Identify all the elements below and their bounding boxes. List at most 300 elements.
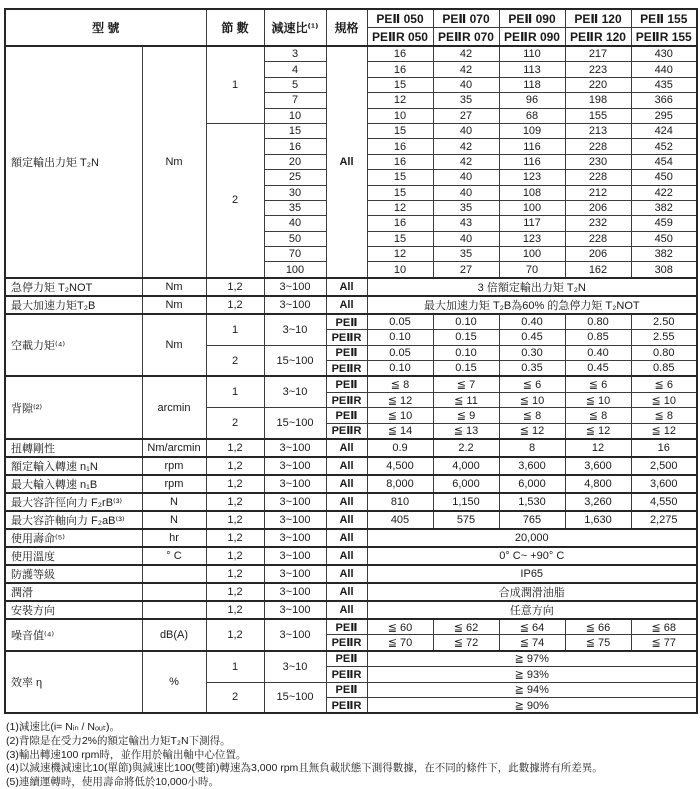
value-cell: ≦ 10 bbox=[499, 392, 565, 407]
unit-cell: dB(A) bbox=[142, 619, 206, 651]
value-cell: 232 bbox=[565, 216, 631, 231]
value-cell: 35 bbox=[433, 93, 499, 108]
param-label: 噪音值⁽⁴⁾ bbox=[5, 619, 142, 651]
value-cell: 450 bbox=[631, 231, 697, 246]
spec-cell: PEⅡ bbox=[326, 376, 367, 392]
spec-cell: PEⅡ bbox=[326, 408, 367, 423]
spec-cell: All bbox=[326, 439, 367, 457]
unit-cell: Nm bbox=[142, 296, 206, 314]
value-cell: ≦ 77 bbox=[631, 635, 697, 651]
stage-count-cell: 1,2 bbox=[206, 511, 264, 529]
value-cell: 4,800 bbox=[565, 475, 631, 493]
param-label: 防護等級 bbox=[5, 565, 142, 583]
ratio-cell: 3~100 bbox=[264, 601, 326, 619]
spec-cell: PEⅡR bbox=[326, 423, 367, 439]
merged-value-cell: ≧ 97% bbox=[367, 651, 697, 667]
value-cell: 0.30 bbox=[499, 345, 565, 360]
value-cell: ≦ 8 bbox=[367, 376, 433, 392]
value-cell: 12 bbox=[565, 439, 631, 457]
ratio-cell: 3~100 bbox=[264, 583, 326, 601]
value-cell: 1,150 bbox=[433, 493, 499, 511]
ratio-cell: 3~100 bbox=[264, 493, 326, 511]
value-cell: 2.55 bbox=[631, 330, 697, 345]
unit-cell: N bbox=[142, 511, 206, 529]
footnote: (5)連續運轉時，使用壽命將低於10,000小時。 bbox=[6, 775, 219, 788]
ratio-cell: 3~100 bbox=[264, 278, 326, 296]
value-cell: 108 bbox=[499, 185, 565, 200]
value-cell: 155 bbox=[565, 108, 631, 123]
stage-count-cell: 1 bbox=[206, 46, 264, 123]
value-cell: 3,600 bbox=[499, 457, 565, 475]
col-header-stages: 節 數 bbox=[206, 9, 264, 46]
value-cell: 6,000 bbox=[433, 475, 499, 493]
stage-count-cell: 1,2 bbox=[206, 439, 264, 457]
value-cell: ≦ 68 bbox=[631, 619, 697, 635]
value-cell: 0.15 bbox=[433, 330, 499, 345]
ratio-cell: 3~100 bbox=[264, 296, 326, 314]
value-cell: 16 bbox=[367, 62, 433, 77]
ratio-cell: 3~100 bbox=[264, 619, 326, 651]
stage-count-cell: 1,2 bbox=[206, 475, 264, 493]
value-cell: 40 bbox=[433, 231, 499, 246]
footnotes bbox=[4, 714, 696, 789]
spec-cell: PEⅡR bbox=[326, 361, 367, 377]
merged-value-cell: ≧ 94% bbox=[367, 682, 697, 697]
spec-cell: PEⅡR bbox=[326, 667, 367, 682]
ratio-cell: 3~100 bbox=[264, 511, 326, 529]
col-header-model-pe2-155: PEⅡ 155 bbox=[631, 9, 697, 28]
col-header-model-pe2r-090: PEⅡR 090 bbox=[499, 28, 565, 47]
value-cell: 16 bbox=[367, 46, 433, 62]
col-header-model-pe2-090: PEⅡ 090 bbox=[499, 9, 565, 28]
value-cell: ≦ 72 bbox=[433, 635, 499, 651]
unit-cell: ° C bbox=[142, 547, 206, 565]
unit-cell: Nm/arcmin bbox=[142, 439, 206, 457]
value-cell: 116 bbox=[499, 139, 565, 154]
spec-cell: PEⅡR bbox=[326, 392, 367, 407]
value-cell: 162 bbox=[565, 262, 631, 278]
ratio-cell: 10 bbox=[264, 108, 326, 123]
value-cell: 4,500 bbox=[367, 457, 433, 475]
value-cell: ≦ 8 bbox=[499, 408, 565, 423]
value-cell: 422 bbox=[631, 185, 697, 200]
value-cell: 3,260 bbox=[565, 493, 631, 511]
value-cell: 213 bbox=[565, 123, 631, 138]
ratio-cell: 3~100 bbox=[264, 475, 326, 493]
spec-cell: PEⅡ bbox=[326, 619, 367, 635]
value-cell: 8,000 bbox=[367, 475, 433, 493]
value-cell: 8 bbox=[499, 439, 565, 457]
spec-cell: All bbox=[326, 601, 367, 619]
param-label: 安裝方向 bbox=[5, 601, 142, 619]
spec-cell: All bbox=[326, 493, 367, 511]
value-cell: 15 bbox=[367, 185, 433, 200]
ratio-cell: 3~10 bbox=[264, 314, 326, 345]
merged-value-cell: 合成潤滑油脂 bbox=[367, 583, 697, 601]
spec-cell: All bbox=[326, 547, 367, 565]
stage-count-cell: 1,2 bbox=[206, 583, 264, 601]
value-cell: 220 bbox=[565, 77, 631, 92]
value-cell: 110 bbox=[499, 46, 565, 62]
value-cell: 2,275 bbox=[631, 511, 697, 529]
merged-value-cell: IP65 bbox=[367, 565, 697, 583]
ratio-cell: 3~100 bbox=[264, 547, 326, 565]
ratio-cell: 5 bbox=[264, 77, 326, 92]
stage-count-cell: 1,2 bbox=[206, 565, 264, 583]
ratio-cell: 3~10 bbox=[264, 651, 326, 682]
value-cell: 452 bbox=[631, 139, 697, 154]
spec-cell: All bbox=[326, 565, 367, 583]
value-cell: 212 bbox=[565, 185, 631, 200]
value-cell: ≦ 75 bbox=[565, 635, 631, 651]
unit-cell bbox=[142, 601, 206, 619]
col-header-ratio: 減速比⁽¹⁾ bbox=[264, 9, 326, 46]
value-cell: ≦ 66 bbox=[565, 619, 631, 635]
value-cell: 42 bbox=[433, 139, 499, 154]
ratio-cell: 100 bbox=[264, 262, 326, 278]
unit-cell: Nm bbox=[142, 314, 206, 377]
ratio-cell: 3~100 bbox=[264, 439, 326, 457]
ratio-cell: 15 bbox=[264, 123, 326, 138]
col-header-model: 型 號 bbox=[5, 9, 206, 46]
value-cell: 15 bbox=[367, 170, 433, 185]
ratio-cell: 3 bbox=[264, 46, 326, 62]
stage-count-cell: 1,2 bbox=[206, 493, 264, 511]
value-cell: 0.40 bbox=[499, 314, 565, 330]
value-cell: ≦ 7 bbox=[433, 376, 499, 392]
ratio-cell: 16 bbox=[264, 139, 326, 154]
ratio-cell: 50 bbox=[264, 231, 326, 246]
unit-cell: Nm bbox=[142, 278, 206, 296]
value-cell: 295 bbox=[631, 108, 697, 123]
value-cell: ≦ 12 bbox=[367, 392, 433, 407]
value-cell: ≦ 6 bbox=[565, 376, 631, 392]
unit-cell: N bbox=[142, 493, 206, 511]
value-cell: 206 bbox=[565, 247, 631, 262]
spec-cell: All bbox=[326, 511, 367, 529]
value-cell: 100 bbox=[499, 200, 565, 215]
value-cell: 27 bbox=[433, 262, 499, 278]
spec-cell: PEⅡ bbox=[326, 314, 367, 330]
stage-count-cell: 1 bbox=[206, 651, 264, 682]
value-cell: 43 bbox=[433, 216, 499, 231]
merged-value-cell: 3 倍額定輸出力矩 T₂N bbox=[367, 278, 697, 296]
param-label: 扭轉剛性 bbox=[5, 439, 142, 457]
spec-cell: PEⅡR bbox=[326, 697, 367, 713]
value-cell: 123 bbox=[499, 170, 565, 185]
ratio-cell: 70 bbox=[264, 247, 326, 262]
col-header-model-pe2-070: PEⅡ 070 bbox=[433, 9, 499, 28]
ratio-cell: 3~100 bbox=[264, 529, 326, 547]
value-cell: 40 bbox=[433, 77, 499, 92]
stage-count-cell: 2 bbox=[206, 682, 264, 713]
col-header-model-pe2r-050: PEⅡR 050 bbox=[367, 28, 433, 47]
value-cell: 0.45 bbox=[499, 330, 565, 345]
value-cell: 230 bbox=[565, 154, 631, 169]
value-cell: 68 bbox=[499, 108, 565, 123]
spec-cell: All bbox=[326, 457, 367, 475]
spec-table-body bbox=[5, 46, 697, 713]
value-cell: ≦ 60 bbox=[367, 619, 433, 635]
value-cell: 40 bbox=[433, 185, 499, 200]
value-cell: 35 bbox=[433, 200, 499, 215]
ratio-cell: 4 bbox=[264, 62, 326, 77]
value-cell: 96 bbox=[499, 93, 565, 108]
param-label: 額定輸入轉速 n₁N bbox=[5, 457, 142, 475]
value-cell: 0.15 bbox=[433, 361, 499, 377]
value-cell: 1,530 bbox=[499, 493, 565, 511]
value-cell: 0.80 bbox=[631, 345, 697, 360]
value-cell: 198 bbox=[565, 93, 631, 108]
value-cell: 405 bbox=[367, 511, 433, 529]
spec-cell: PEⅡR bbox=[326, 635, 367, 651]
value-cell: 3,600 bbox=[565, 457, 631, 475]
value-cell: 366 bbox=[631, 93, 697, 108]
value-cell: 0.10 bbox=[367, 330, 433, 345]
stage-count-cell: 1,2 bbox=[206, 619, 264, 651]
unit-cell: Nm bbox=[142, 46, 206, 278]
value-cell: 382 bbox=[631, 200, 697, 215]
value-cell: 35 bbox=[433, 247, 499, 262]
value-cell: 42 bbox=[433, 62, 499, 77]
value-cell: 4,550 bbox=[631, 493, 697, 511]
merged-value-cell: ≧ 93% bbox=[367, 667, 697, 682]
value-cell: 308 bbox=[631, 262, 697, 278]
stage-count-cell: 1 bbox=[206, 314, 264, 345]
spec-cell: All bbox=[326, 278, 367, 296]
ratio-cell: 20 bbox=[264, 154, 326, 169]
col-header-spec: 規格 bbox=[326, 9, 367, 46]
col-header-model-pe2-120: PEⅡ 120 bbox=[565, 9, 631, 28]
value-cell: 0.10 bbox=[433, 345, 499, 360]
value-cell: 27 bbox=[433, 108, 499, 123]
value-cell: 16 bbox=[367, 154, 433, 169]
value-cell: 450 bbox=[631, 170, 697, 185]
param-label: 使用壽命⁽⁵⁾ bbox=[5, 529, 142, 547]
value-cell: 228 bbox=[565, 139, 631, 154]
unit-cell: rpm bbox=[142, 475, 206, 493]
value-cell: 430 bbox=[631, 46, 697, 62]
merged-value-cell: ≧ 90% bbox=[367, 697, 697, 713]
col-header-model-pe2r-070: PEⅡR 070 bbox=[433, 28, 499, 47]
merged-value-cell: 20,000 bbox=[367, 529, 697, 547]
stage-count-cell: 1,2 bbox=[206, 457, 264, 475]
ratio-cell: 3~100 bbox=[264, 457, 326, 475]
value-cell: ≦ 13 bbox=[433, 423, 499, 439]
footnote: (2)背隙是在受力2%的額定輸出力矩T₂N下測得。 bbox=[6, 734, 231, 747]
value-cell: 3,600 bbox=[631, 475, 697, 493]
value-cell: 40 bbox=[433, 123, 499, 138]
value-cell: 454 bbox=[631, 154, 697, 169]
value-cell: 15 bbox=[367, 123, 433, 138]
param-label: 背隙⁽²⁾ bbox=[5, 376, 142, 439]
value-cell: 810 bbox=[367, 493, 433, 511]
value-cell: 382 bbox=[631, 247, 697, 262]
value-cell: 0.35 bbox=[499, 361, 565, 377]
value-cell: 116 bbox=[499, 154, 565, 169]
value-cell: 440 bbox=[631, 62, 697, 77]
spec-cell: PEⅡ bbox=[326, 345, 367, 360]
value-cell: 123 bbox=[499, 231, 565, 246]
stage-count-cell: 1,2 bbox=[206, 529, 264, 547]
ratio-cell: 3~10 bbox=[264, 376, 326, 407]
spec-cell: PEⅡ bbox=[326, 651, 367, 667]
ratio-cell: 15~100 bbox=[264, 682, 326, 713]
param-label: 額定輸出力矩 T₂N bbox=[5, 46, 142, 278]
unit-cell: arcmin bbox=[142, 376, 206, 439]
param-label: 最大容許軸向力 F₂aB⁽³⁾ bbox=[5, 511, 142, 529]
unit-cell bbox=[142, 565, 206, 583]
value-cell: 206 bbox=[565, 200, 631, 215]
value-cell: 424 bbox=[631, 123, 697, 138]
spec-cell: PEⅡR bbox=[326, 330, 367, 345]
value-cell: 10 bbox=[367, 262, 433, 278]
param-label: 效率 η bbox=[5, 651, 142, 714]
value-cell: 16 bbox=[367, 216, 433, 231]
ratio-cell: 35 bbox=[264, 200, 326, 215]
col-header-model-pe2-050: PEⅡ 050 bbox=[367, 9, 433, 28]
spec-cell: All bbox=[326, 296, 367, 314]
value-cell: 42 bbox=[433, 154, 499, 169]
value-cell: 459 bbox=[631, 216, 697, 231]
value-cell: 765 bbox=[499, 511, 565, 529]
value-cell: ≦ 10 bbox=[631, 392, 697, 407]
value-cell: ≦ 12 bbox=[631, 423, 697, 439]
stage-count-cell: 2 bbox=[206, 123, 264, 277]
param-label: 最大加速力矩T₂B bbox=[5, 296, 142, 314]
value-cell: 109 bbox=[499, 123, 565, 138]
value-cell: ≦ 9 bbox=[433, 408, 499, 423]
value-cell: 15 bbox=[367, 77, 433, 92]
ratio-cell: 25 bbox=[264, 170, 326, 185]
value-cell: 0.45 bbox=[565, 361, 631, 377]
stage-count-cell: 1,2 bbox=[206, 278, 264, 296]
param-label: 急停力矩 T₂NOT bbox=[5, 278, 142, 296]
value-cell: ≦ 10 bbox=[367, 408, 433, 423]
value-cell: 2.50 bbox=[631, 314, 697, 330]
ratio-cell: 15~100 bbox=[264, 345, 326, 376]
value-cell: 217 bbox=[565, 46, 631, 62]
value-cell: 100 bbox=[499, 247, 565, 262]
value-cell: 0.85 bbox=[631, 361, 697, 377]
spec-cell: All bbox=[326, 475, 367, 493]
col-header-model-pe2r-120: PEⅡR 120 bbox=[565, 28, 631, 47]
value-cell: 6,000 bbox=[499, 475, 565, 493]
value-cell: 113 bbox=[499, 62, 565, 77]
stage-count-cell: 1,2 bbox=[206, 296, 264, 314]
value-cell: 4,000 bbox=[433, 457, 499, 475]
footnote: (4)以減速機減速比10(單節)與減速比100(雙節)轉速為3,000 rpm且無負載狀態下測得數據，在不同的條件下，此數據將有所差異。 bbox=[6, 762, 603, 775]
value-cell: 117 bbox=[499, 216, 565, 231]
value-cell: 12 bbox=[367, 247, 433, 262]
value-cell: 10 bbox=[367, 108, 433, 123]
value-cell: ≦ 8 bbox=[631, 408, 697, 423]
value-cell: 2.2 bbox=[433, 439, 499, 457]
ratio-cell: 3~100 bbox=[264, 565, 326, 583]
spec-cell: All bbox=[326, 46, 367, 278]
value-cell: 0.05 bbox=[367, 314, 433, 330]
param-label: 最大容許徑向力 F₂rB⁽³⁾ bbox=[5, 493, 142, 511]
value-cell: 70 bbox=[499, 262, 565, 278]
value-cell: ≦ 74 bbox=[499, 635, 565, 651]
col-header-model-pe2r-155: PEⅡR 155 bbox=[631, 28, 697, 47]
value-cell: ≦ 62 bbox=[433, 619, 499, 635]
value-cell: 575 bbox=[433, 511, 499, 529]
value-cell: 0.9 bbox=[367, 439, 433, 457]
value-cell: 228 bbox=[565, 231, 631, 246]
merged-value-cell: 任意方向 bbox=[367, 601, 697, 619]
merged-value-cell: 最大加速力矩 T₂B為60% 的急停力矩 T₂NOT bbox=[367, 296, 697, 314]
value-cell: 223 bbox=[565, 62, 631, 77]
spec-cell: All bbox=[326, 583, 367, 601]
value-cell: ≦ 10 bbox=[565, 392, 631, 407]
footnote: (1)減速比(i= Nᵢₙ / Nₒᵤₜ)。 bbox=[6, 721, 121, 734]
spec-table bbox=[4, 8, 698, 714]
value-cell: ≦ 64 bbox=[499, 619, 565, 635]
value-cell: ≦ 12 bbox=[565, 423, 631, 439]
merged-value-cell: 0° C~ +90° C bbox=[367, 547, 697, 565]
stage-count-cell: 1 bbox=[206, 376, 264, 407]
param-label: 潤滑 bbox=[5, 583, 142, 601]
value-cell: 16 bbox=[631, 439, 697, 457]
value-cell: 0.80 bbox=[565, 314, 631, 330]
spec-table-header bbox=[5, 9, 697, 46]
value-cell: ≦ 14 bbox=[367, 423, 433, 439]
value-cell: 228 bbox=[565, 170, 631, 185]
value-cell: 12 bbox=[367, 93, 433, 108]
spec-cell: All bbox=[326, 529, 367, 547]
value-cell: ≦ 6 bbox=[499, 376, 565, 392]
value-cell: 0.05 bbox=[367, 345, 433, 360]
value-cell: 40 bbox=[433, 170, 499, 185]
value-cell: 0.10 bbox=[367, 361, 433, 377]
value-cell: ≦ 12 bbox=[499, 423, 565, 439]
value-cell: 0.40 bbox=[565, 345, 631, 360]
value-cell: ≦ 11 bbox=[433, 392, 499, 407]
value-cell: 435 bbox=[631, 77, 697, 92]
value-cell: 1,630 bbox=[565, 511, 631, 529]
value-cell: ≦ 6 bbox=[631, 376, 697, 392]
value-cell: 2,500 bbox=[631, 457, 697, 475]
footnote: (3)輸出轉速100 rpm時，並作用於輸出軸中心位置。 bbox=[6, 748, 247, 761]
value-cell: 42 bbox=[433, 46, 499, 62]
param-label: 空載力矩⁽⁴⁾ bbox=[5, 314, 142, 377]
value-cell: 0.85 bbox=[565, 330, 631, 345]
value-cell: 16 bbox=[367, 139, 433, 154]
ratio-cell: 30 bbox=[264, 185, 326, 200]
value-cell: 0.10 bbox=[433, 314, 499, 330]
value-cell: ≦ 70 bbox=[367, 635, 433, 651]
unit-cell bbox=[142, 583, 206, 601]
unit-cell: % bbox=[142, 651, 206, 714]
stage-count-cell: 1,2 bbox=[206, 601, 264, 619]
unit-cell: hr bbox=[142, 529, 206, 547]
value-cell: ≦ 8 bbox=[565, 408, 631, 423]
ratio-cell: 40 bbox=[264, 216, 326, 231]
stage-count-cell: 2 bbox=[206, 408, 264, 439]
spec-cell: PEⅡ bbox=[326, 682, 367, 697]
value-cell: 12 bbox=[367, 200, 433, 215]
param-label: 使用溫度 bbox=[5, 547, 142, 565]
param-label: 最大輸入轉速 n₁B bbox=[5, 475, 142, 493]
ratio-cell: 7 bbox=[264, 93, 326, 108]
stage-count-cell: 1,2 bbox=[206, 547, 264, 565]
value-cell: 118 bbox=[499, 77, 565, 92]
unit-cell: rpm bbox=[142, 457, 206, 475]
value-cell: 15 bbox=[367, 231, 433, 246]
ratio-cell: 15~100 bbox=[264, 408, 326, 439]
stage-count-cell: 2 bbox=[206, 345, 264, 376]
